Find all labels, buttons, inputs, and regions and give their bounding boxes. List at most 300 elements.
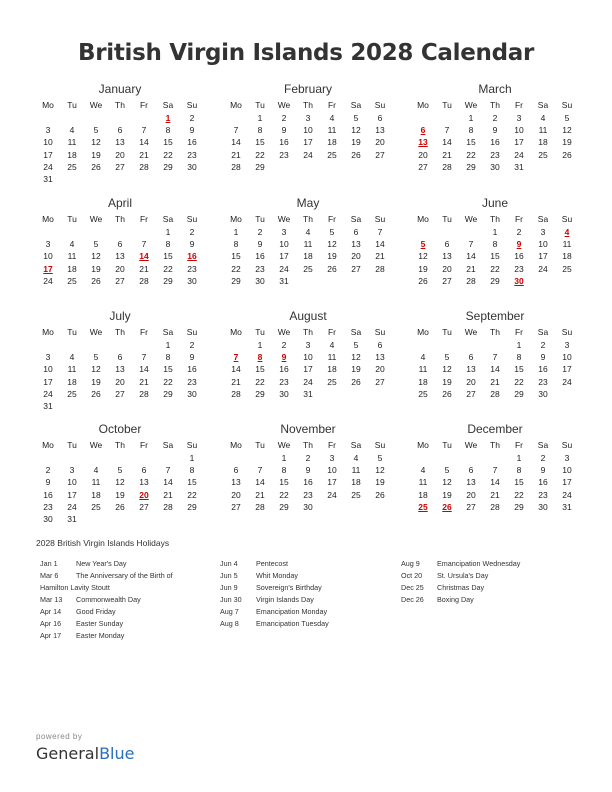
empty-cell (108, 339, 132, 351)
weekday-header: Tu (255, 100, 265, 110)
day: 17 (279, 251, 289, 262)
weekday-header: Mo (417, 214, 429, 224)
day: 3 (305, 113, 311, 123)
weekday-header: Mo (230, 214, 242, 224)
day: 15 (255, 137, 265, 148)
day: 16 (279, 137, 289, 148)
day: 10 (43, 364, 53, 375)
empty-cell (459, 226, 483, 238)
day: 3 (540, 227, 546, 237)
day: 7 (233, 125, 239, 136)
holiday-name: The Anniversary of the Birth of (76, 571, 173, 580)
day: 18 (351, 477, 361, 488)
day: 4 (329, 340, 335, 350)
holiday-day: 17 (43, 263, 53, 274)
empty-cell (60, 226, 84, 238)
day: 11 (418, 364, 428, 375)
day: 9 (281, 125, 287, 136)
holiday-name: Good Friday (76, 607, 116, 616)
holiday-name: Virgin Islands Day (256, 595, 314, 604)
empty-cell (483, 452, 507, 464)
day: 23 (303, 489, 313, 500)
day: 2 (257, 227, 263, 237)
day: 25 (327, 149, 337, 160)
weekday-header: We (89, 214, 103, 224)
day: 5 (353, 113, 359, 123)
holiday-date: Aug 7 (220, 607, 239, 616)
weekday-header: We (277, 214, 291, 224)
holiday-row (40, 570, 210, 582)
day: 20 (466, 376, 476, 387)
day: 18 (67, 263, 77, 274)
holiday-name: Sovereign's Birthday (256, 583, 322, 592)
weekday-header: Su (374, 440, 386, 450)
day: 26 (91, 388, 101, 399)
day: 22 (466, 149, 476, 160)
empty-cell (411, 339, 435, 351)
day: 7 (141, 239, 147, 250)
day: 5 (444, 465, 450, 476)
day: 10 (279, 239, 289, 250)
day: 7 (468, 239, 474, 250)
month-grid (411, 325, 579, 400)
day: 3 (45, 239, 51, 250)
holiday-row (40, 582, 210, 594)
day: 16 (490, 137, 500, 148)
month-name: June (481, 196, 509, 210)
day: 29 (466, 161, 476, 172)
day: 28 (139, 275, 149, 286)
holiday-date: Aug 9 (401, 559, 420, 568)
holiday-row (220, 618, 390, 630)
day: 1 (165, 227, 171, 237)
holiday-day: 5 (420, 239, 426, 250)
day: 24 (43, 161, 53, 172)
holiday-date: Apr 17 (40, 631, 62, 640)
day: 3 (69, 465, 75, 476)
weekday-header: Th (303, 440, 313, 450)
holiday-date: Jun 4 (220, 559, 238, 568)
day: 9 (189, 352, 195, 363)
day: 19 (351, 137, 361, 148)
day: 16 (279, 364, 289, 375)
holiday-name: St. Ursula's Day (437, 571, 489, 580)
empty-cell (84, 112, 108, 124)
weekday-header: Fr (327, 100, 337, 110)
weekday-header: Th (303, 327, 313, 337)
weekday-header: Fr (514, 327, 524, 337)
day: 9 (257, 239, 263, 250)
day: 26 (375, 489, 385, 500)
day: 6 (468, 465, 474, 476)
holiday-row (220, 594, 390, 606)
day: 16 (187, 137, 197, 148)
month-may (224, 194, 392, 287)
day: 6 (117, 125, 123, 136)
day: 4 (540, 113, 546, 123)
holidays-title: 2028 British Virgin Islands Holidays (36, 538, 170, 548)
day: 30 (43, 513, 53, 524)
day: 11 (351, 465, 361, 476)
day: 2 (516, 227, 522, 237)
day: 22 (255, 149, 265, 160)
day: 2 (189, 340, 195, 350)
weekday-header: Sa (162, 100, 174, 110)
weekday-header: Fr (327, 440, 337, 450)
day: 24 (43, 388, 53, 399)
weekday-header: We (277, 440, 291, 450)
day: 15 (255, 364, 265, 375)
day: 25 (91, 501, 101, 512)
weekday-header: Th (115, 214, 125, 224)
day: 8 (165, 239, 171, 250)
weekday-header: Sa (162, 214, 174, 224)
day: 2 (281, 340, 287, 350)
day: 27 (466, 388, 476, 399)
weekday-header: Su (186, 440, 198, 450)
month-august (224, 307, 392, 400)
day: 3 (329, 453, 335, 463)
weekday-header: Sa (537, 327, 549, 337)
day: 15 (231, 251, 241, 262)
day: 1 (165, 340, 171, 350)
day: 5 (117, 465, 123, 476)
day: 27 (466, 501, 476, 512)
day: 17 (562, 364, 572, 375)
day: 5 (329, 227, 335, 237)
weekday-header: We (89, 327, 103, 337)
empty-cell (411, 452, 435, 464)
day: 7 (492, 352, 498, 363)
day: 20 (231, 489, 241, 500)
empty-cell (435, 452, 459, 464)
day: 25 (538, 149, 548, 160)
day: 4 (353, 453, 359, 463)
weekday-header: Fr (514, 440, 524, 450)
month-name: April (107, 196, 132, 210)
empty-cell (132, 112, 156, 124)
month-october (36, 420, 204, 525)
day: 7 (444, 125, 450, 136)
month-march (411, 80, 579, 173)
day: 12 (115, 477, 125, 488)
day: 12 (562, 125, 572, 136)
holiday-name: Boxing Day (437, 595, 474, 604)
day: 17 (303, 137, 313, 148)
day: 12 (91, 364, 101, 375)
day: 2 (45, 465, 51, 476)
day: 27 (375, 376, 385, 387)
empty-cell (36, 226, 60, 238)
day: 29 (187, 501, 197, 512)
weekday-header: We (89, 100, 103, 110)
day: 6 (353, 227, 359, 237)
day: 17 (327, 477, 337, 488)
weekday-header: Mo (42, 327, 54, 337)
day: 6 (444, 239, 450, 250)
holiday-row (220, 582, 390, 594)
month-name: August (289, 309, 327, 323)
weekday-header: Sa (537, 440, 549, 450)
day: 23 (187, 263, 197, 274)
empty-cell (108, 226, 132, 238)
day: 5 (444, 352, 450, 363)
weekday-header: Fr (139, 214, 149, 224)
day: 21 (139, 263, 149, 274)
month-february (224, 80, 392, 173)
empty-cell (411, 226, 435, 238)
month-name: December (467, 422, 523, 436)
day: 18 (67, 149, 77, 160)
day: 9 (45, 477, 51, 488)
day: 25 (418, 388, 428, 399)
day: 19 (327, 251, 337, 262)
day: 13 (139, 477, 149, 488)
brand-part2: Blue (99, 744, 135, 763)
day: 26 (327, 263, 337, 274)
day: 9 (305, 465, 311, 476)
day: 21 (139, 149, 149, 160)
day: 14 (466, 251, 476, 262)
day: 24 (279, 263, 289, 274)
month-grid (36, 438, 204, 525)
day: 29 (231, 275, 241, 286)
day: 12 (418, 251, 428, 262)
day: 9 (189, 239, 195, 250)
weekday-header: Sa (350, 440, 362, 450)
weekday-header: Mo (42, 100, 54, 110)
empty-cell (132, 226, 156, 238)
day: 17 (303, 364, 313, 375)
month-grid (224, 438, 392, 513)
day: 12 (351, 125, 361, 136)
holiday-name: Christmas Day (437, 583, 485, 592)
day: 29 (279, 501, 289, 512)
empty-cell (36, 452, 60, 464)
day: 2 (281, 113, 287, 123)
day: 7 (257, 465, 263, 476)
holiday-date: Aug 8 (220, 619, 239, 628)
day: 27 (351, 263, 361, 274)
day: 15 (514, 477, 524, 488)
weekday-header: Su (186, 327, 198, 337)
day: 7 (141, 125, 147, 136)
holiday-date: Dec 25 (401, 583, 424, 592)
weekday-header: Mo (230, 327, 242, 337)
day: 16 (538, 477, 548, 488)
day: 1 (492, 227, 498, 237)
holiday-name: Emancipation Tuesday (256, 619, 329, 628)
weekday-header: Sa (350, 327, 362, 337)
day: 18 (303, 251, 313, 262)
day: 21 (375, 251, 385, 262)
empty-cell (435, 226, 459, 238)
holiday-name: Emancipation Wednesday (437, 559, 521, 568)
day: 23 (490, 149, 500, 160)
day: 31 (279, 275, 289, 286)
day: 12 (375, 465, 385, 476)
holiday-day: 13 (418, 137, 428, 148)
day: 14 (255, 477, 265, 488)
day: 29 (163, 275, 173, 286)
day: 28 (139, 388, 149, 399)
day: 20 (418, 149, 428, 160)
day: 26 (351, 376, 361, 387)
empty-cell (108, 112, 132, 124)
day: 10 (303, 125, 313, 136)
day: 3 (45, 352, 51, 363)
weekday-header: Mo (230, 440, 242, 450)
day: 23 (187, 149, 197, 160)
day: 1 (516, 453, 522, 463)
holiday-name: Commonwealth Day (76, 595, 141, 604)
day: 2 (540, 453, 546, 463)
holiday-date: Dec 26 (401, 595, 424, 604)
day: 10 (327, 465, 337, 476)
weekday-header: Th (115, 100, 125, 110)
weekday-header: Sa (537, 214, 549, 224)
day: 4 (420, 465, 426, 476)
month-grid (411, 438, 579, 513)
day: 23 (538, 489, 548, 500)
month-grid (411, 98, 579, 173)
weekday-header: Th (490, 214, 500, 224)
day: 29 (490, 275, 500, 286)
holiday-row (401, 570, 571, 582)
holiday-date: Oct 20 (401, 571, 423, 580)
empty-cell (60, 112, 84, 124)
day: 6 (117, 239, 123, 250)
powered-by-text: powered by (36, 732, 83, 741)
day: 17 (562, 477, 572, 488)
day: 17 (43, 149, 53, 160)
weekday-header: We (89, 440, 103, 450)
holiday-date: Apr 14 (40, 607, 62, 616)
holiday-day: 8 (257, 352, 263, 363)
day: 11 (418, 477, 428, 488)
weekday-header: Th (490, 100, 500, 110)
day: 25 (327, 376, 337, 387)
holiday-row (220, 558, 390, 570)
day: 4 (305, 227, 311, 237)
day: 23 (279, 376, 289, 387)
day: 15 (466, 137, 476, 148)
day: 14 (231, 137, 241, 148)
day: 23 (43, 501, 53, 512)
day: 9 (492, 125, 498, 136)
day: 3 (305, 340, 311, 350)
day: 20 (375, 137, 385, 148)
month-name: October (98, 422, 142, 436)
day: 13 (115, 251, 125, 262)
weekday-header: Fr (139, 100, 149, 110)
day: 11 (67, 364, 77, 375)
weekday-header: Mo (417, 100, 429, 110)
day: 11 (562, 239, 572, 250)
day: 31 (562, 501, 572, 512)
weekday-header: Fr (327, 214, 337, 224)
day: 25 (562, 263, 572, 274)
day: 19 (442, 489, 452, 500)
day: 21 (490, 376, 500, 387)
day: 24 (538, 263, 548, 274)
day: 21 (231, 376, 241, 387)
weekday-header: Sa (162, 327, 174, 337)
weekday-header: Tu (255, 214, 265, 224)
day: 24 (562, 489, 572, 500)
day: 7 (377, 227, 383, 237)
month-grid (411, 212, 579, 287)
day: 18 (562, 251, 572, 262)
holiday-day: 6 (420, 125, 426, 136)
day: 12 (91, 251, 101, 262)
day: 15 (187, 477, 197, 488)
day: 6 (468, 352, 474, 363)
day: 11 (67, 137, 77, 148)
holiday-day: 9 (516, 239, 522, 250)
day: 2 (189, 227, 195, 237)
weekday-header: Fr (514, 100, 524, 110)
weekday-header: Mo (417, 327, 429, 337)
day: 5 (93, 352, 99, 363)
weekday-header: Tu (442, 327, 452, 337)
empty-cell (84, 226, 108, 238)
month-name: July (109, 309, 131, 323)
weekday-header: Mo (417, 440, 429, 450)
empty-cell (36, 112, 60, 124)
month-name: September (465, 309, 525, 323)
holiday-row (401, 558, 571, 570)
day: 27 (115, 388, 125, 399)
day: 12 (442, 477, 452, 488)
day: 6 (377, 340, 383, 350)
day: 23 (538, 376, 548, 387)
generalblue-logo[interactable] (36, 744, 134, 763)
day: 28 (490, 388, 500, 399)
weekday-header: Sa (350, 214, 362, 224)
weekday-header: Su (561, 327, 573, 337)
empty-cell (224, 452, 248, 464)
day: 7 (492, 465, 498, 476)
month-april (36, 194, 204, 287)
holiday-day: 14 (139, 251, 149, 262)
weekday-header: We (464, 214, 478, 224)
day: 26 (418, 275, 428, 286)
holiday-date: Mar 13 (40, 595, 63, 604)
weekday-header: Tu (67, 440, 77, 450)
day: 20 (115, 263, 125, 274)
weekday-header: Su (561, 100, 573, 110)
weekday-header: Th (115, 440, 125, 450)
day: 2 (492, 113, 498, 123)
day: 8 (165, 352, 171, 363)
weekday-header: Th (490, 440, 500, 450)
day: 5 (564, 113, 570, 123)
day: 13 (115, 137, 125, 148)
day: 25 (303, 263, 313, 274)
day: 29 (255, 161, 265, 172)
holiday-date: Jun 30 (220, 595, 242, 604)
day: 5 (353, 340, 359, 350)
weekday-header: Tu (67, 100, 77, 110)
day: 6 (117, 352, 123, 363)
weekday-header: We (277, 100, 291, 110)
month-december (411, 420, 579, 513)
day: 30 (187, 388, 197, 399)
day: 14 (139, 364, 149, 375)
holiday-day: 16 (187, 251, 197, 262)
holiday-day: 26 (442, 501, 452, 512)
